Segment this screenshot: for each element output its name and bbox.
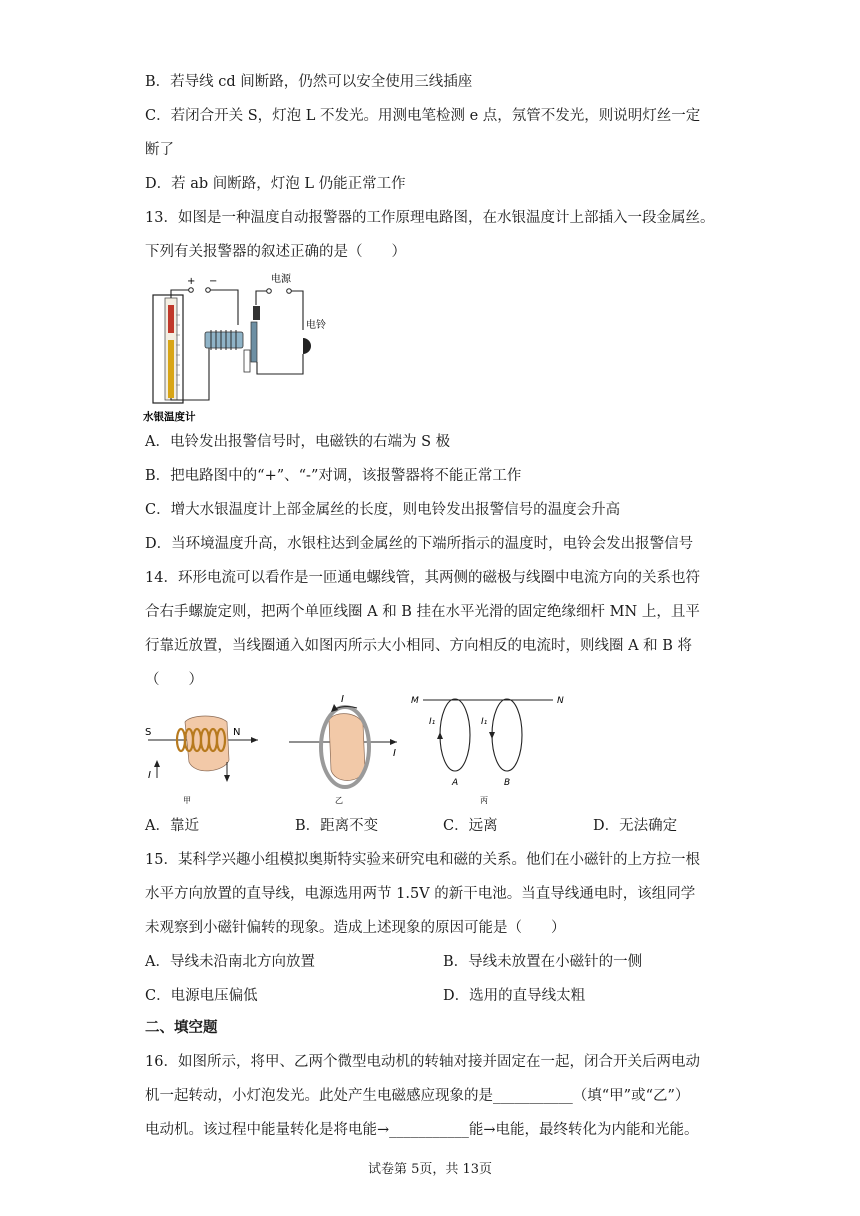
q13-stem-line2: 下列有关报警器的叙述正确的是（ ） xyxy=(145,244,406,260)
q15-stem-line3: 未观察到小磁针偏转的现象。造成上述现象的原因可能是（ ） xyxy=(145,920,566,936)
q15-option-a: A．导线未沿南北方向放置 xyxy=(145,954,315,970)
bing-i2-label: I₁ xyxy=(481,717,488,727)
bing-n-label: N xyxy=(557,696,564,706)
bell-label: 电铃 xyxy=(306,320,326,331)
q15-option-b: B．导线未放置在小磁针的一侧 xyxy=(443,954,643,970)
q13-option-c: C．增大水银温度计上部金属丝的长度，则电铃发出报警信号的温度会升高 xyxy=(145,502,621,518)
bing-a-label: A xyxy=(452,778,459,788)
jia-s-label: S xyxy=(145,727,152,738)
q14-stem-line1: 14．环形电流可以看作是一匝通电螺线管，其两侧的磁极与线圈中电流方向的关系也符 xyxy=(145,570,700,586)
minus-label: − xyxy=(209,276,218,287)
q14-option-b: B．距离不变 xyxy=(295,818,379,834)
jia-i-label: I xyxy=(148,770,151,781)
jia-n-label: N xyxy=(233,727,241,738)
bing-b-label: B xyxy=(504,778,511,788)
q15-option-c: C．电源电压偏低 xyxy=(145,988,258,1004)
q14-stem-line2: 合右手螺旋定则，把两个单匝线圈 A 和 B 挂在水平光滑的固定绝缘细杆 MN 上，且平 xyxy=(145,604,700,620)
q14-figure-jia xyxy=(143,700,265,810)
q15-stem-line2: 水平方向放置的直导线，电源选用两节 1.5V 的新干电池。当直导线通电时，该组同学 xyxy=(145,886,696,902)
q16-line2: 机一起转动，小灯泡发光。此处产生电磁感应现象的是___________（填“甲”或“乙”） xyxy=(145,1088,690,1104)
solenoid-coil-icon xyxy=(177,729,225,751)
yi-i-right-label: I xyxy=(393,748,396,759)
section-title-fill-in: 二、填空题 xyxy=(145,1020,218,1036)
q14-option-c: C．远离 xyxy=(443,818,498,834)
bing-i1-label: I₁ xyxy=(429,717,436,727)
q15-option-d: D．选用的直导线太粗 xyxy=(443,988,586,1004)
q14-option-a: A．靠近 xyxy=(145,818,199,834)
q13-stem-line1: 13．如图是一种温度自动报警器的工作原理电路图，在水银温度计上部插入一段金属丝。 xyxy=(145,210,715,226)
q13-option-d: D．当环境温度升高，水银柱达到金属丝的下端所指示的温度时，电铃会发出报警信号 xyxy=(145,536,694,552)
thermometer-label: 水银温度计 xyxy=(143,411,196,423)
q15-stem-line1: 15．某科学兴趣小组模拟奥斯特实验来研究电和磁的关系。他们在小磁针的上方拉一根 xyxy=(145,852,700,868)
armature xyxy=(251,322,257,362)
contact-pivot xyxy=(244,350,250,372)
yi-caption: 乙 xyxy=(335,796,343,805)
q14-figure-yi xyxy=(285,690,410,810)
q14-option-d: D．无法确定 xyxy=(593,818,678,834)
q14-stem-line3: 行靠近放置，当线圈通入如图丙所示大小相同、方向相反的电流时，则线圈 A 和 B 将 xyxy=(145,638,693,654)
q12-option-c-line2: 断了 xyxy=(145,142,174,158)
coil-b-icon xyxy=(492,699,522,771)
spring-contact xyxy=(253,306,260,320)
q16-line3: 电动机。该过程中能量转化是将电能→___________能→电能，最终转化为内能和光能。 xyxy=(145,1122,699,1138)
terminal-minus xyxy=(206,288,211,293)
page-footer: 试卷第 5页，共 13页 xyxy=(367,1162,493,1177)
q13-alarm-circuit-figure xyxy=(143,270,343,430)
mercury-column xyxy=(168,340,174,398)
bing-m-label: M xyxy=(411,696,419,706)
yi-i-top-label: I xyxy=(341,694,344,705)
q13-option-b: B．把电路图中的“+”、“-”对调，该报警器将不能正常工作 xyxy=(145,468,522,484)
q14-stem-line4: （ ） xyxy=(145,672,203,688)
jia-caption: 甲 xyxy=(183,796,191,805)
coil-a-icon xyxy=(440,699,470,771)
q16-line1: 16．如图所示，将甲、乙两个微型电动机的转轴对接并固定在一起，闭合开关后两电动 xyxy=(145,1054,700,1070)
power-label: 电源 xyxy=(271,274,291,285)
q12-option-b: B．若导线 cd 间断路，仍然可以安全使用三线插座 xyxy=(145,74,473,90)
q14-figure-bing xyxy=(405,690,575,810)
terminal-plus xyxy=(189,288,194,293)
metal-wire xyxy=(168,305,174,333)
hand-icon xyxy=(329,714,365,781)
q12-option-c-line1: C．若闭合开关 S，灯泡 L 不发光。用测电笔检测 e 点，氖管不发光，则说明灯丝一定 xyxy=(145,108,701,124)
q12-option-d: D．若 ab 间断路，灯泡 L 仍能正常工作 xyxy=(145,176,406,192)
q13-option-a: A．电铃发出报警信号时，电磁铁的右端为 S 极 xyxy=(145,434,451,450)
bing-caption: 丙 xyxy=(480,796,488,805)
plus-label: + xyxy=(187,276,196,287)
hand-icon xyxy=(185,716,229,771)
bell-icon xyxy=(303,338,311,354)
